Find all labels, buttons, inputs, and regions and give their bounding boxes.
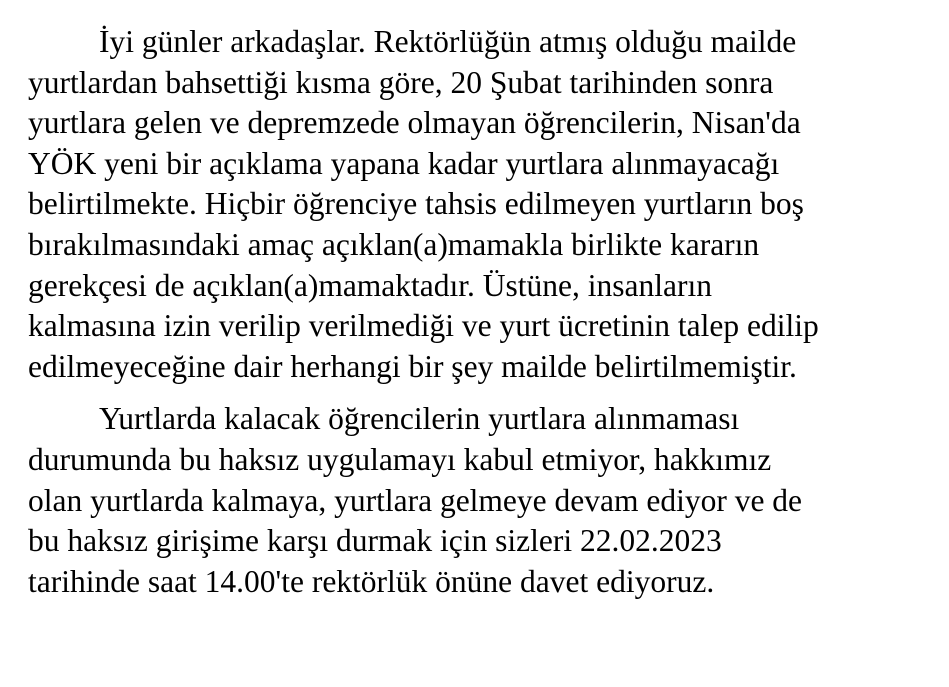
document-body — [28, 22, 934, 602]
paragraph-invitation: Yurtlarda kalacak öğrencilerin yurtlara alınmaması durumunda bu haksız uygulamayı kabul etmiyor, hakkımız olan yurtlarda kalmaya, yurtlara gelmeye devam ediyor ve de bu haksız girişime karşı durmak için sizleri 22.02.2023 tarihinde saat 14.00'te rektörlük önüne davet ediyoruz. — [28, 401, 803, 599]
paragraph-announcement: İyi günler arkadaşlar. Rektörlüğün atmış olduğu mailde yurtlardan bahsettiği kısma göre, 20 Şubat tarihinden sonra yurtlara gelen ve depremzede olmayan öğrencilerin, Nisan'da YÖK yeni bir açıklama yapana kadar yurtlara alınmayacağı belirtilmekte. Hiçbir öğrenciye tahsis edilmeyen yurtların boş bırakılmasındaki amaç açıklan(a)mamakla birlikte kararın gerekçesi de açıklan(a)mamaktadır. Üstüne, insanların kalmasına izin verilip verilmediği ve yurt ücretinin talep edilip edilmeyeceğine dair herhangi bir şey mailde belirtilmemiştir. — [28, 24, 819, 384]
